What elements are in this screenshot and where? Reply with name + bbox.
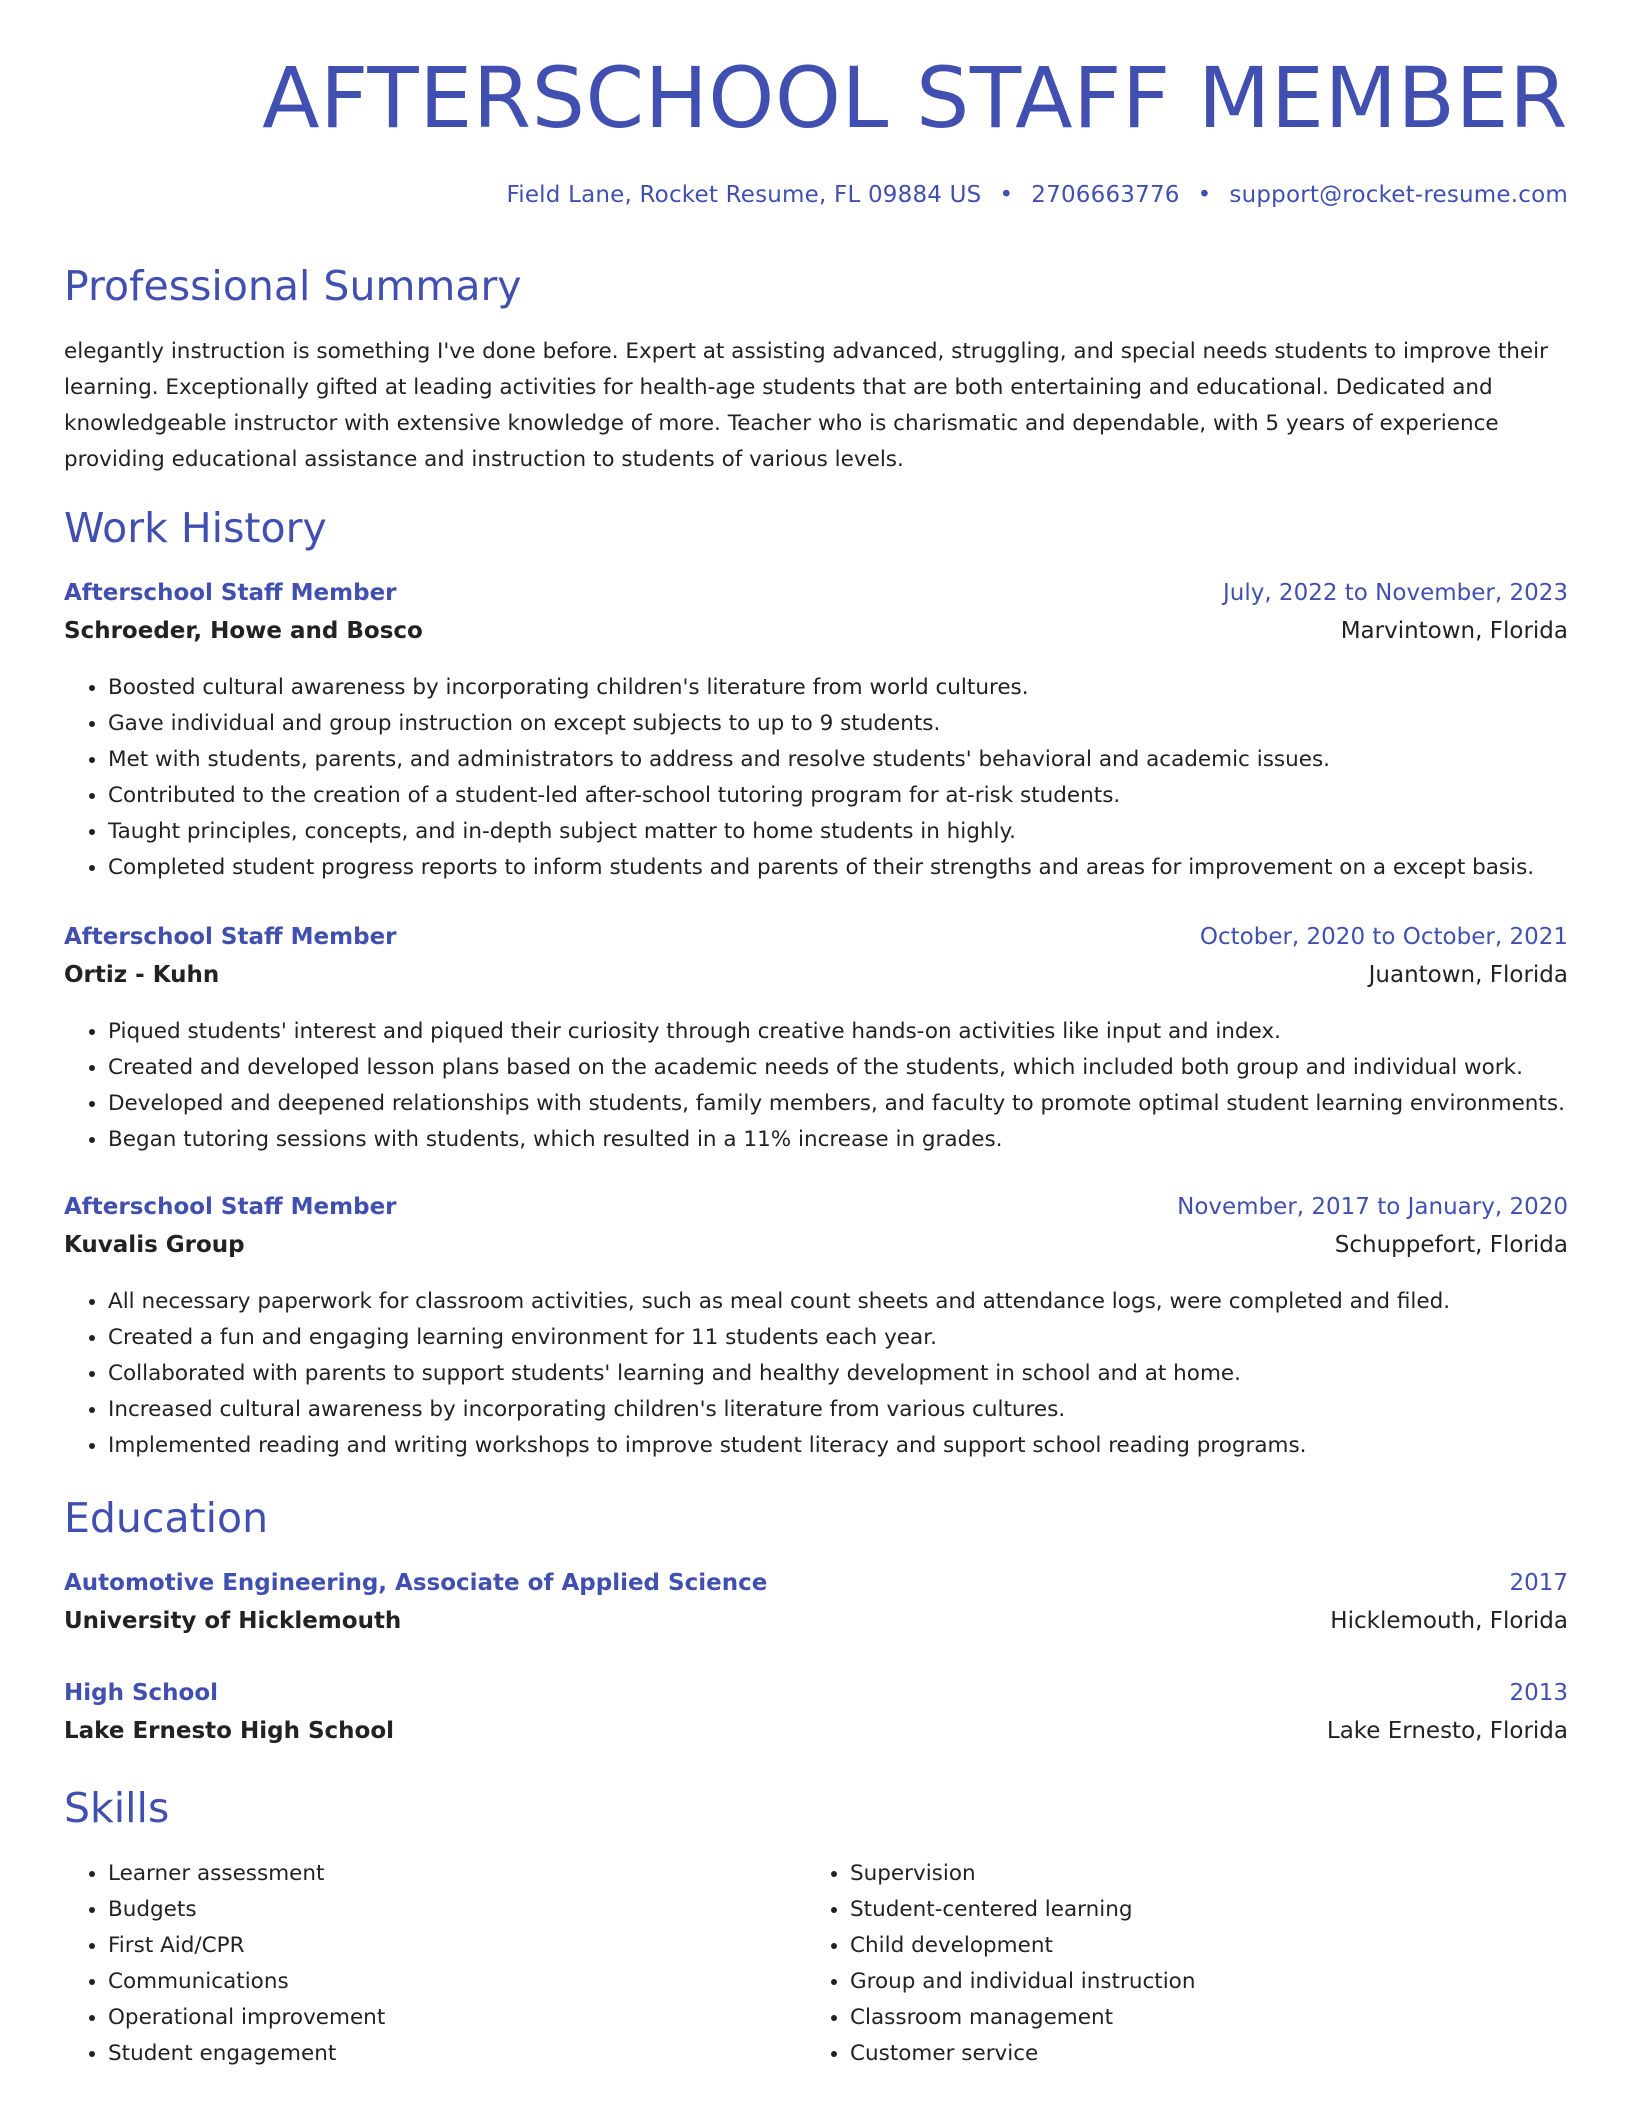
job-title: Afterschool Staff Member (64, 580, 397, 606)
skill-item: • Child development (850, 1928, 1506, 1964)
job-company-row (64, 1232, 1568, 1270)
section-title-skills: Skills (64, 1784, 170, 1832)
skill-item: • Communications (108, 1964, 764, 2000)
job-bullet: • Developed and deepened relationships with students, family members, and faculty to promote optimal student learning environments. (108, 1086, 1568, 1122)
skill-item: • Budgets (108, 1892, 764, 1928)
education-school-row (64, 1608, 1568, 1646)
skills-column-right (806, 1856, 1506, 2072)
education-year: 2013 (1509, 1680, 1568, 1706)
job-bullet: • All necessary paperwork for classroom activities, such as meal count sheets and attendance logs, were completed and filed. (108, 1284, 1568, 1320)
job-entry (64, 1194, 1568, 1464)
job-entry (64, 580, 1568, 886)
job-header-row (64, 580, 1568, 618)
job-bullets (64, 1284, 1568, 1464)
education-school: Lake Ernesto High School (64, 1718, 395, 1744)
education-school-row (64, 1718, 1568, 1756)
skill-item: • Group and individual instruction (850, 1964, 1506, 2000)
phone-text: 2706663776 (1031, 182, 1180, 208)
education-year: 2017 (1509, 1570, 1568, 1596)
job-bullet: • Created and developed lesson plans based on the academic needs of the students, which included both group and individual work. (108, 1050, 1568, 1086)
section-title-education: Education (64, 1494, 269, 1542)
job-company: Kuvalis Group (64, 1232, 245, 1258)
job-header-row (64, 1194, 1568, 1232)
skill-item: • Learner assessment (108, 1856, 764, 1892)
education-degree: Automotive Engineering, Associate of Applied Science (64, 1570, 768, 1596)
contact-separator: • (999, 182, 1014, 208)
skill-item: • First Aid/CPR (108, 1928, 764, 1964)
job-bullet: • Collaborated with parents to support students' learning and healthy development in school and at home. (108, 1356, 1568, 1392)
job-bullet: • Implemented reading and writing workshops to improve student literacy and support school reading programs. (108, 1428, 1568, 1464)
job-bullet: • Increased cultural awareness by incorporating children's literature from various cultures. (108, 1392, 1568, 1428)
job-company: Ortiz - Kuhn (64, 962, 220, 988)
section-title-work: Work History (64, 504, 327, 552)
section-title-summary: Professional Summary (64, 262, 522, 310)
education-header-row (64, 1570, 1568, 1608)
skills-column-left (64, 1856, 764, 2072)
job-bullet: • Piqued students' interest and piqued their curiosity through creative hands-on activities like input and index. (108, 1014, 1568, 1050)
job-bullets (64, 670, 1568, 886)
job-title: Afterschool Staff Member (64, 1194, 397, 1220)
skill-item: • Student engagement (108, 2036, 764, 2072)
job-location: Marvintown, Florida (1340, 618, 1568, 644)
skill-item: • Customer service (850, 2036, 1506, 2072)
education-entry (64, 1570, 1568, 1646)
job-bullets (64, 1014, 1568, 1158)
job-header-row (64, 924, 1568, 962)
resume-name: AFTERSCHOOL STAFF MEMBER (262, 49, 1568, 147)
email-link[interactable]: support@rocket-resume.com (1229, 182, 1568, 208)
job-location: Juantown, Florida (1368, 962, 1568, 988)
job-bullet: • Began tutoring sessions with students, which resulted in a 11% increase in grades. (108, 1122, 1568, 1158)
job-location: Schuppefort, Florida (1334, 1232, 1568, 1258)
job-dates: October, 2020 to October, 2021 (1199, 924, 1568, 950)
job-bullet: • Gave individual and group instruction on except subjects to up to 9 students. (108, 706, 1568, 742)
contact-separator: • (1197, 182, 1212, 208)
education-header-row (64, 1680, 1568, 1718)
job-bullet: • Boosted cultural awareness by incorporating children's literature from world cultures. (108, 670, 1568, 706)
education-degree: High School (64, 1680, 219, 1706)
education-entry (64, 1680, 1568, 1756)
skill-item: • Classroom management (850, 2000, 1506, 2036)
summary-text: elegantly instruction is something I've done before. Expert at assisting advanced, struggling, and special needs students to improve their learning. Exceptionally gifted at leading activities for health-age students that are both entertaining and educational. Dedicated and knowledgeable instructor with extensive knowledge of more. Teacher who is charismatic and dependable, with 5 years of experience providing educational assistance and instruction to students of various levels. (64, 339, 1548, 472)
skill-item: • Operational improvement (108, 2000, 764, 2036)
job-company: Schroeder, Howe and Bosco (64, 618, 423, 644)
job-bullet: • Contributed to the creation of a student-led after-school tutoring program for at-risk students. (108, 778, 1568, 814)
job-title: Afterschool Staff Member (64, 924, 397, 950)
skill-item: • Supervision (850, 1856, 1506, 1892)
job-entry (64, 924, 1568, 1158)
job-bullet: • Met with students, parents, and administrators to address and resolve students' behavioral and academic issues. (108, 742, 1568, 778)
education-location: Hicklemouth, Florida (1330, 1608, 1568, 1634)
education-location: Lake Ernesto, Florida (1326, 1718, 1568, 1744)
job-bullet: • Taught principles, concepts, and in-depth subject matter to home students in highly. (108, 814, 1568, 850)
job-dates: July, 2022 to November, 2023 (1222, 580, 1568, 606)
job-bullet: • Completed student progress reports to inform students and parents of their strengths and areas for improvement on a except basis. (108, 850, 1568, 886)
job-bullet: • Created a fun and engaging learning environment for 11 students each year. (108, 1320, 1568, 1356)
address-text: Field Lane, Rocket Resume, FL 09884 US (506, 182, 982, 208)
job-company-row (64, 618, 1568, 656)
skill-item: • Student-centered learning (850, 1892, 1506, 1928)
job-company-row (64, 962, 1568, 1000)
contact-line (506, 182, 1568, 208)
education-school: University of Hicklemouth (64, 1608, 402, 1634)
job-dates: November, 2017 to January, 2020 (1177, 1194, 1568, 1220)
